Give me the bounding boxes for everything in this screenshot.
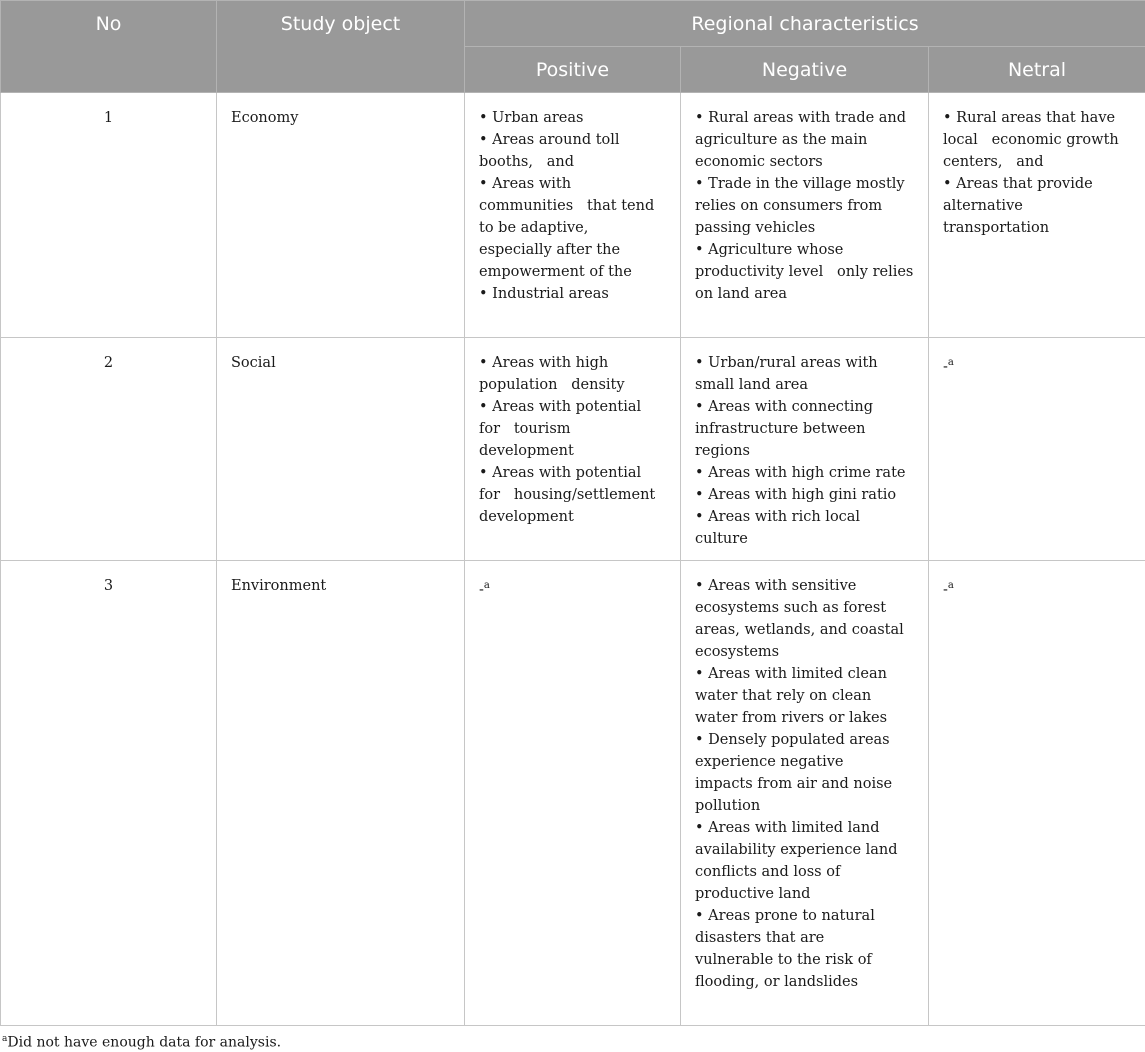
table-row xyxy=(1,561,1145,1026)
table-row xyxy=(1,93,1145,338)
positive-cell xyxy=(465,338,681,561)
negative-cell xyxy=(681,93,929,338)
footnote-ref: a xyxy=(947,580,954,591)
header-netral: Netral xyxy=(929,47,1145,93)
negative-list: • Urban/rural areas with small land area • Areas with connecting infrastructure between regions • Areas with high crime rate • Areas with high gini ratio • Areas with rich local culture xyxy=(695,355,906,547)
row-number: 3 xyxy=(1,561,217,1026)
positive-list: • Areas with high population density • Areas with potential for tourism development • Areas with potential for housing/settlement development xyxy=(479,355,656,525)
negative-cell xyxy=(681,338,929,561)
negative-list: • Areas with sensitive ecosystems such as forest areas, wetlands, and coastal ecosystems • Areas with limited clean water that rely on clean water from rivers or lakes • Densely populated areas experience negative impacts from air and noise pollution • Areas with limited land availability experience land conflicts and loss of productive land • Areas prone to natural disasters that are vulnerable to the risk of flooding, or landslides xyxy=(695,578,904,990)
footnote-marker: a xyxy=(2,1034,8,1044)
footnote-text: Did not have enough data for analysis. xyxy=(7,1034,282,1051)
no-data-marker xyxy=(943,359,954,375)
row-number: 1 xyxy=(1,93,217,338)
positive-list: • Urban areas • Areas around toll booths, and • Areas with communities that tend to be adaptive, especially after the empowerment of the • Industrial areas xyxy=(479,110,655,302)
positive-cell xyxy=(465,561,681,1026)
netral-cell xyxy=(929,338,1145,561)
netral-cell xyxy=(929,561,1145,1026)
no-data-marker xyxy=(943,582,954,598)
dash: - xyxy=(943,581,948,598)
netral-list: • Rural areas that have local economic growth centers, and • Areas that provide alternative transportation xyxy=(943,110,1119,236)
header-no: No xyxy=(1,1,217,93)
header-positive: Positive xyxy=(465,47,681,93)
dash: - xyxy=(943,358,948,375)
table-row xyxy=(1,338,1145,561)
row-number: 2 xyxy=(1,338,217,561)
negative-list: • Rural areas with trade and agriculture as the main economic sectors • Trade in the village mostly relies on consumers from passing vehicles • Agriculture whose productivity level only relies on land area xyxy=(695,110,914,302)
study-object-cell: Environment xyxy=(217,561,465,1026)
positive-cell xyxy=(465,93,681,338)
table-footnote xyxy=(2,1034,281,1051)
footnote-ref: a xyxy=(483,580,490,591)
header-study-object: Study object xyxy=(217,1,465,93)
negative-cell xyxy=(681,561,929,1026)
study-object-cell: Social xyxy=(217,338,465,561)
netral-cell xyxy=(929,93,1145,338)
dash: - xyxy=(479,581,484,598)
footnote-ref: a xyxy=(947,357,954,368)
study-object-cell: Economy xyxy=(217,93,465,338)
no-data-marker xyxy=(479,582,490,598)
header-negative: Negative xyxy=(681,47,929,93)
header-regional-characteristics: Regional characteristics xyxy=(465,1,1145,47)
